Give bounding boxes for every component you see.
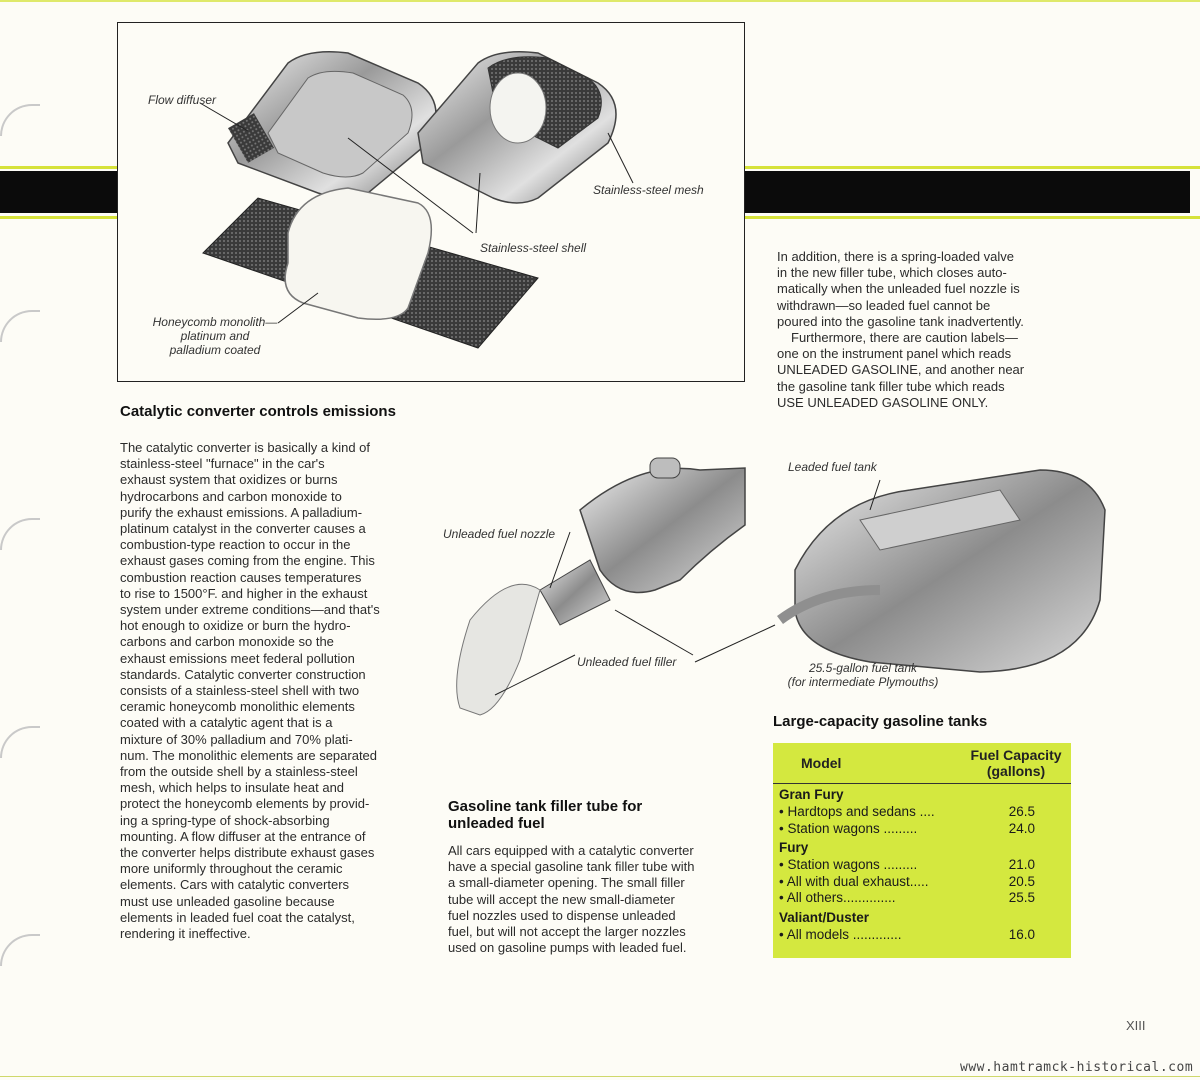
text-line: ceramic honeycomb monolithic elements [120, 699, 355, 715]
text-line: platinum catalyst in the converter causes a [120, 521, 366, 537]
top-rule [0, 0, 1200, 2]
text-line: more uniformly throughout the ceramic [120, 861, 343, 877]
right-band-lime-bottom [743, 216, 1200, 219]
table-row [779, 873, 1065, 890]
col-header-model: Model [801, 755, 842, 771]
left-band-lime-bottom [0, 216, 117, 219]
text-line: fuel nozzles used to dispense unleaded [448, 907, 676, 923]
text-line: one on the instrument panel which reads [777, 346, 1012, 362]
text-line: exhaust emissions meet federal pollution [120, 650, 355, 666]
text-line: hydrocarbons and carbon monoxide to [120, 488, 342, 504]
row-label: • Hardtops and sedans .... [779, 804, 935, 819]
col-header-capacity: Fuel Capacity (gallons) [970, 747, 1062, 779]
heading-filler-tube: Gasoline tank filler tube for unleaded fuel [448, 798, 643, 832]
row-label: • Station wagons ......... [779, 820, 918, 836]
caption-flow-diffuser: Flow diffuser [148, 93, 217, 107]
table-row [779, 803, 1065, 820]
text-line: rendering it ineffective. [120, 926, 251, 942]
text-line: UNLEADED GASOLINE, and another near [777, 362, 1025, 378]
row-label: • Station wagons ......... [779, 857, 918, 872]
text-line: mounting. A flow diffuser at the entrance of [120, 828, 366, 844]
text-line: purify the exhaust emissions. A palladium- [120, 504, 363, 520]
table-group-row [779, 909, 1065, 926]
binder-hole [0, 518, 40, 550]
text-line: have a special gasoline tank filler tube with [448, 859, 695, 875]
text-line: mesh, which helps to insulate heat and [120, 780, 345, 796]
text-line: the gasoline tank filler tube which reads [777, 378, 1005, 394]
text-line: combustion reaction causes temperatures [120, 569, 362, 585]
right-band-lime-top [743, 166, 1200, 169]
row-value: 25.5 [1008, 890, 1035, 905]
row-label: • All models ............. [779, 926, 902, 942]
left-band-lime-top [0, 166, 117, 169]
text-line: withdrawn—so leaded fuel cannot be [777, 297, 991, 313]
text-line: num. The monolithic elements are separated [120, 747, 378, 763]
row-label: • All others.............. [779, 890, 896, 905]
text-line: poured into the gasoline tank inadvertently. [777, 313, 1024, 329]
para-spring-valve [777, 249, 1077, 330]
text-line: hot enough to oxidize or burn the hydro- [120, 618, 351, 634]
text-line: carbons and carbon monoxide so the [120, 634, 334, 650]
binder-hole [0, 310, 40, 342]
row-value: 26.5 [1008, 804, 1035, 819]
caption-shell: Stainless-steel shell [480, 241, 587, 255]
binder-hole [0, 726, 40, 758]
table-group-row [779, 839, 1065, 856]
text-line: Furthermore, there are caution labels— [791, 330, 1018, 346]
table-row [779, 820, 1065, 837]
binder-hole [0, 934, 40, 966]
text-line: In addition, there is a spring-loaded valve [777, 249, 1015, 264]
row-label: Gran Fury [779, 787, 844, 802]
caption-unleaded-nozzle: Unleaded fuel nozzle [443, 527, 556, 541]
section1-body [120, 440, 430, 942]
text-line: the converter helps distribute exhaust gases [120, 845, 375, 861]
text-line: must use unleaded gasoline because [120, 893, 335, 909]
text-line: to rise to 1500°F. and higher in the exhaust [120, 585, 368, 601]
text-line: The catalytic converter is basically a kind of [120, 440, 370, 455]
watermark: www.hamtramck-historical.com [960, 1060, 1194, 1075]
text-line: used on gasoline pumps with leaded fuel. [448, 940, 687, 956]
text-line: from the outside shell by a stainless-steel [120, 764, 358, 780]
text-line: consists of a stainless-steel shell with two [120, 683, 360, 699]
heading-large-capacity: Large-capacity gasoline tanks [773, 713, 988, 730]
text-line: exhaust system that oxidizes or burns [120, 472, 338, 488]
text-line: elements. Cars with catalytic converters [120, 877, 350, 893]
row-label: • All with dual exhaust..... [779, 873, 929, 889]
table-row [779, 856, 1065, 873]
text-line: elements in leaded fuel coat the catalyst, [120, 909, 355, 925]
text-line: coated with a catalytic agent that is a [120, 715, 333, 731]
caption-monolith: Honeycomb monolith— platinum and palladium coated [152, 315, 278, 357]
row-value: 24.0 [1008, 820, 1035, 836]
text-line: standards. Catalytic converter construction [120, 666, 366, 682]
para-caution-labels [777, 330, 1077, 411]
right-band-black [743, 171, 1190, 213]
text-line: exhaust gases coming from the engine. This [120, 553, 375, 569]
bottom-rule [0, 1076, 1200, 1077]
row-value: 21.0 [1008, 857, 1035, 872]
binder-hole [0, 104, 40, 136]
text-line: ing a spring-type of shock-absorbing [120, 812, 330, 828]
text-line: USE UNLEADED GASOLINE ONLY. [777, 394, 989, 410]
text-line: stainless-steel "furnace" in the car's [120, 456, 325, 472]
table-row [779, 889, 1065, 906]
caption-fuel-tank: 25.5-gallon fuel tank (for intermediate Plymouths) [787, 661, 939, 689]
section2-body [448, 843, 748, 956]
row-label: Fury [779, 840, 809, 855]
text-line: in the new filler tube, which closes auto- [777, 265, 1007, 281]
caption-leaded-tank: Leaded fuel tank [788, 460, 877, 474]
page-number: XIII [1126, 1018, 1146, 1033]
text-line: mixture of 30% palladium and 70% plati- [120, 731, 353, 747]
right-column-text [777, 249, 1077, 411]
table-row [779, 926, 1065, 943]
caption-mesh: Stainless-steel mesh [593, 183, 704, 197]
text-line: matically when the unleaded fuel nozzle is [777, 281, 1020, 297]
left-band-black [0, 171, 117, 213]
row-label: Valiant/Duster [779, 909, 870, 925]
text-line: All cars equipped with a catalytic converter [448, 843, 694, 858]
text-line: protect the honeycomb elements by provid- [120, 796, 370, 812]
row-value: 16.0 [1008, 926, 1035, 942]
caption-unleaded-filler: Unleaded fuel filler [577, 655, 677, 669]
text-line: combustion-type reaction to occur in the [120, 537, 351, 553]
text-line: fuel, but will not accept the larger nozzles [448, 924, 686, 940]
row-value: 20.5 [1008, 873, 1035, 889]
table-group-row [779, 786, 1065, 803]
fuel-capacity-table [773, 743, 1071, 958]
heading-catalytic-converter: Catalytic converter controls emissions [120, 403, 396, 420]
text-line: system under extreme conditions—and that's [120, 602, 380, 618]
converter-figure [117, 22, 745, 382]
table-header [773, 743, 1071, 784]
text-line: tube will accept the new small-diameter [448, 891, 675, 907]
text-line: a small-diameter opening. The small filler [448, 875, 685, 891]
